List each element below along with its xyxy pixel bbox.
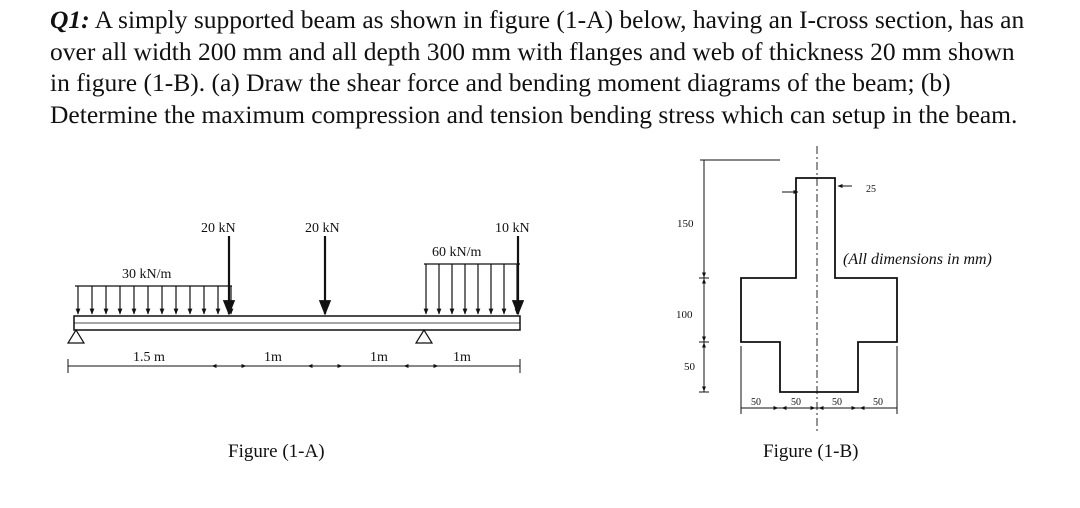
span-4-label: 1m — [453, 350, 471, 365]
figure-1a — [68, 221, 530, 462]
question-body: A simply supported beam as shown in figure (1-A) below, having an I-cross section, has an over all width 200 mm and all depth 300 mm with flanges and web of thickness 20 mm shown in figure (1-B). (a) Draw the shear force and bending moment diagrams of the beam; (b) Determine the maximum compression and tension bending stress which can setup in the beam. — [50, 5, 1025, 129]
dim-top-label: 25 — [866, 184, 876, 195]
span-1-label: 1.5 m — [133, 350, 165, 365]
dim-50-vertical-label: 50 — [684, 361, 695, 373]
point-load-2-label: 20 kN — [305, 221, 340, 236]
udl-left-arrows — [75, 286, 232, 314]
bottom-dim-3: 50 — [832, 397, 842, 408]
bottom-dim-1: 50 — [751, 397, 761, 408]
dim-100-label: 100 — [676, 309, 693, 321]
left-support — [68, 330, 84, 343]
udl-right-label: 60 kN/m — [432, 245, 482, 260]
dim-150-label: 150 — [677, 218, 694, 230]
dimensions-note: (All dimensions in mm) — [843, 251, 992, 268]
figure-1a-caption: Figure (1-A) — [228, 441, 325, 462]
udl-left-label: 30 kN/m — [122, 267, 172, 282]
bottom-dim-4: 50 — [873, 397, 883, 408]
point-load-3-label: 10 kN — [495, 221, 530, 236]
middle-support — [416, 330, 432, 343]
udl-right-arrows — [424, 264, 520, 314]
bottom-dim-2: 50 — [791, 397, 801, 408]
section-outline — [741, 178, 897, 392]
vertical-dimensions — [699, 160, 780, 392]
figure-1b-caption: Figure (1-B) — [763, 441, 859, 462]
point-load-1-label: 20 kN — [201, 221, 236, 236]
figure-1b — [676, 146, 992, 462]
question-number: Q1: — [50, 5, 90, 34]
span-2-label: 1m — [264, 350, 282, 365]
span-3-label: 1m — [370, 350, 388, 365]
